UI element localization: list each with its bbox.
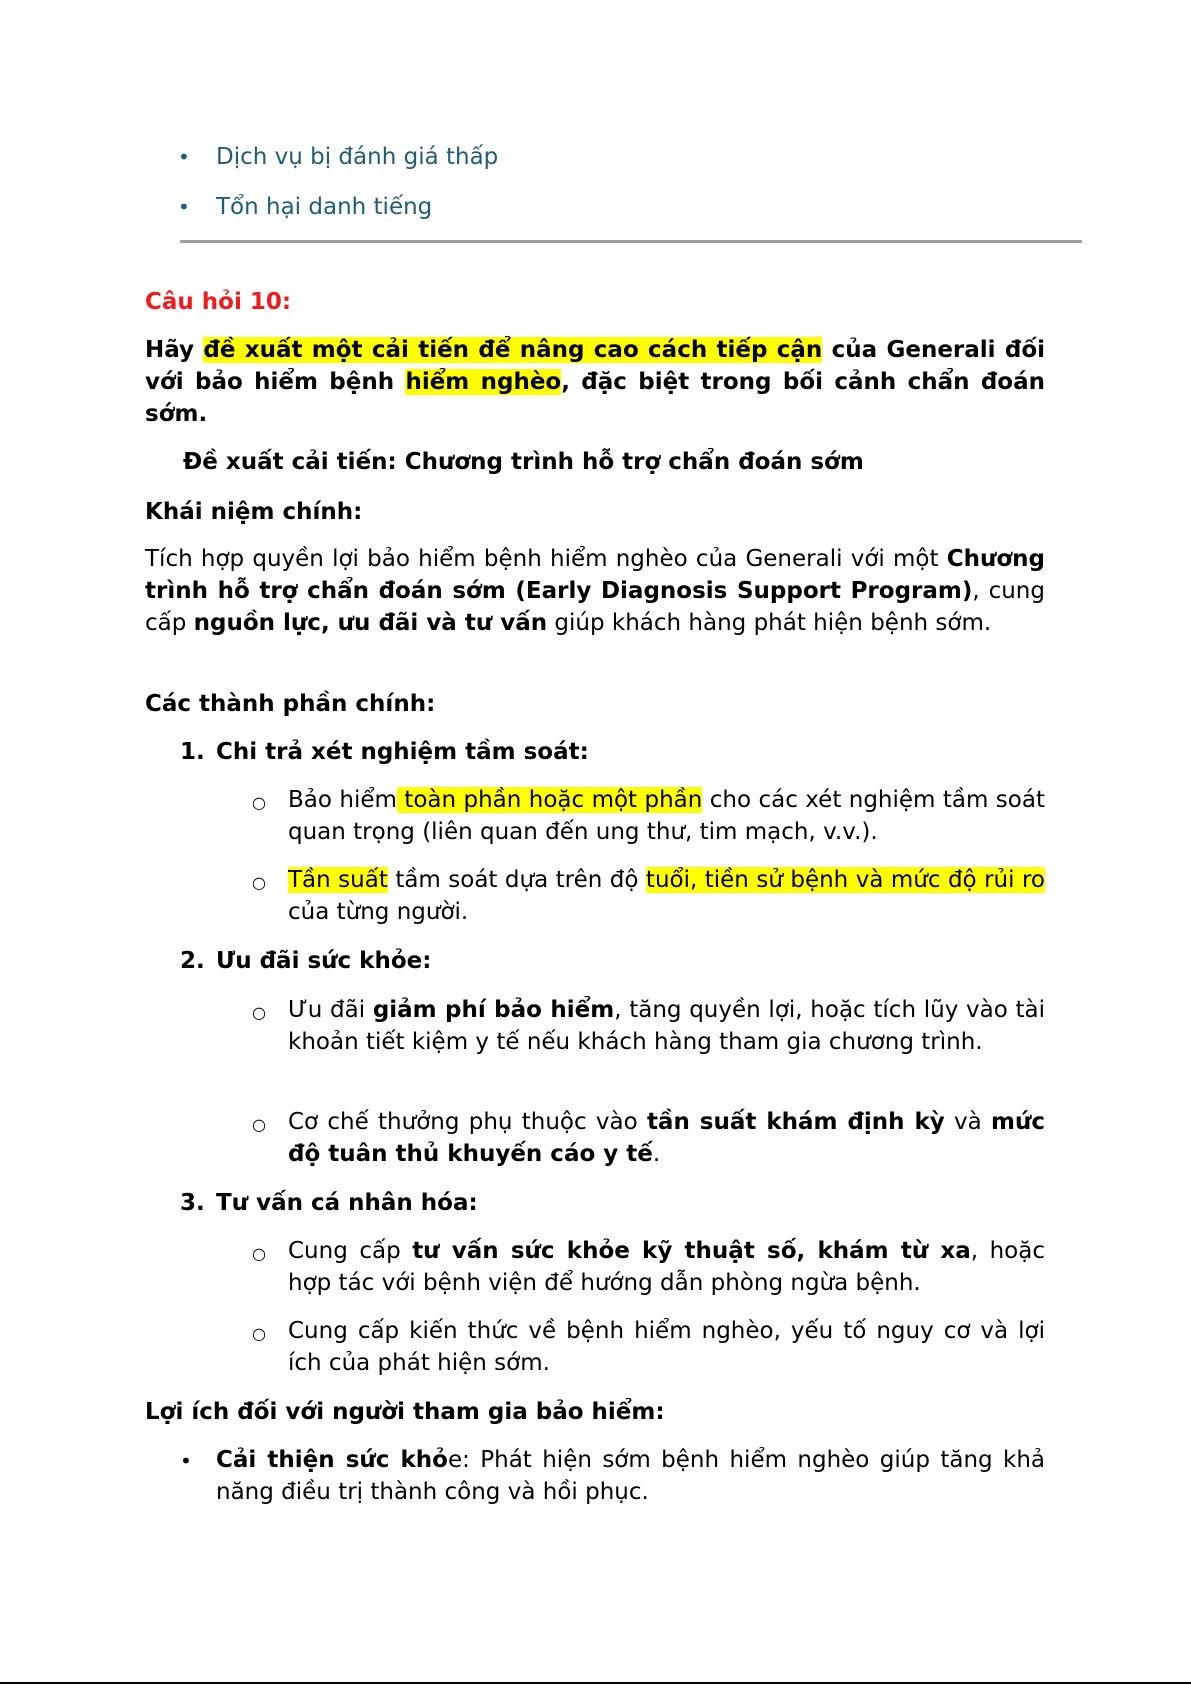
benefit-item <box>216 1444 1045 1508</box>
bullet-dot: • <box>178 145 190 169</box>
list-item-title: Ưu đãi sức khỏe: <box>216 948 432 974</box>
bold-text: mức độ tuân thủ khuyến cáo y tế <box>288 1109 1046 1167</box>
question-text <box>145 334 1045 430</box>
proposal-heading: Đề xuất cải tiến: Chương trình hỗ trợ chẩn đoán sớm <box>183 449 864 475</box>
list-number: 3. <box>180 1190 205 1216</box>
sub-text: , hoặc hợp tác với bệnh viện để hướng dẫn phòng ngừa bệnh. <box>288 1238 1045 1296</box>
highlighted-text: đề xuất một cải tiến để nâng cao cách tiếp cận <box>203 337 823 363</box>
highlighted-text: toàn phần hoặc một phần <box>396 787 703 813</box>
sub-text: và <box>944 1109 992 1135</box>
list-number: 2. <box>180 948 205 974</box>
sub-text: Cơ chế thưởng phụ thuộc vào <box>288 1109 647 1135</box>
highlighted-text: hiểm nghèo <box>405 369 562 395</box>
sub-text: cho các xét nghiệm tầm soát quan trọng (liên quan đến ung thư, tim mạch, v.v.). <box>288 787 1045 845</box>
paragraph-text: Tích hợp quyền lợi bảo hiểm bệnh hiểm nghèo của Generali với một <box>145 546 947 572</box>
question-text-part: , đặc biệt trong bối cảnh chẩn đoán sớm. <box>145 369 1045 427</box>
components-heading: Các thành phần chính: <box>145 691 436 717</box>
bold-text: nguồn lực, ưu đãi và tư vấn <box>193 610 548 636</box>
paragraph-text: , cung cấp <box>145 578 1045 636</box>
sub-text: e: Phát hiện sớm bệnh hiểm nghèo giúp tăng khả năng điều trị thành công và hồi phục. <box>216 1447 1046 1505</box>
circle-bullet-icon: ○ <box>252 1324 266 1343</box>
list-item-title: Tư vấn cá nhân hóa: <box>216 1190 478 1216</box>
bullet-dot: • <box>178 195 190 219</box>
sub-text: Cung cấp kiến thức về bệnh hiểm nghèo, yếu tố nguy cơ và lợi ích của phát hiện sớm. <box>288 1318 1045 1376</box>
circle-bullet-icon: ○ <box>252 1115 266 1134</box>
question-text-part: Hãy <box>145 337 204 363</box>
horizontal-divider <box>180 240 1082 243</box>
sub-item <box>288 1235 1045 1299</box>
circle-bullet-icon: ○ <box>252 793 266 812</box>
sub-item <box>288 784 1045 848</box>
sub-text: của từng người. <box>288 899 469 925</box>
sub-item <box>288 1106 1045 1170</box>
circle-bullet-icon: ○ <box>252 873 266 892</box>
bold-text: giảm phí bảo hiểm <box>372 997 615 1023</box>
sub-text: Cung cấp <box>288 1238 413 1264</box>
question-title: Câu hỏi 10: <box>145 289 292 315</box>
sub-text: tầm soát dựa trên độ <box>387 867 646 893</box>
bold-text: tư vấn sức khỏe kỹ thuật số, khám từ xa <box>412 1238 971 1264</box>
concept-heading: Khái niệm chính: <box>145 499 363 525</box>
sub-text: Bảo hiểm <box>288 787 397 813</box>
question-text-part: của Generali đối với bảo hiểm bệnh <box>145 337 1046 395</box>
top-bullet-2: Tổn hại danh tiếng <box>216 194 433 220</box>
bold-text: Cải thiện sức khỏ <box>216 1447 448 1473</box>
page-bottom-border <box>0 1682 1191 1684</box>
sub-text: Ưu đãi <box>288 997 373 1023</box>
circle-bullet-icon: ○ <box>252 1244 266 1263</box>
highlighted-text: Tần suất <box>288 867 388 893</box>
bold-text: Chương trình hỗ trợ chẩn đoán sớm (Early Diagnosis Support Program) <box>145 546 1045 604</box>
concept-paragraph <box>145 543 1045 639</box>
sub-text: . <box>652 1141 661 1167</box>
list-item-title: Chi trả xét nghiệm tầm soát: <box>216 739 589 765</box>
top-bullet-1: Dịch vụ bị đánh giá thấp <box>216 144 499 170</box>
benefits-heading: Lợi ích đối với người tham gia bảo hiểm: <box>145 1399 665 1425</box>
list-number: 1. <box>180 739 205 765</box>
sub-item <box>288 1315 1045 1379</box>
sub-item <box>288 864 1045 928</box>
circle-bullet-icon: ○ <box>252 1003 266 1022</box>
sub-item <box>288 994 1045 1058</box>
highlighted-text: tuổi, tiền sử bệnh và mức độ rủi ro <box>645 867 1045 893</box>
sub-text: , tăng quyền lợi, hoặc tích lũy vào tài khoản tiết kiệm y tế nếu khách hàng tham gia chương trình. <box>288 997 1045 1055</box>
paragraph-text: giúp khách hàng phát hiện bệnh sớm. <box>547 610 992 636</box>
bold-text: tần suất khám định kỳ <box>646 1109 945 1135</box>
bullet-dot: • <box>180 1449 192 1473</box>
